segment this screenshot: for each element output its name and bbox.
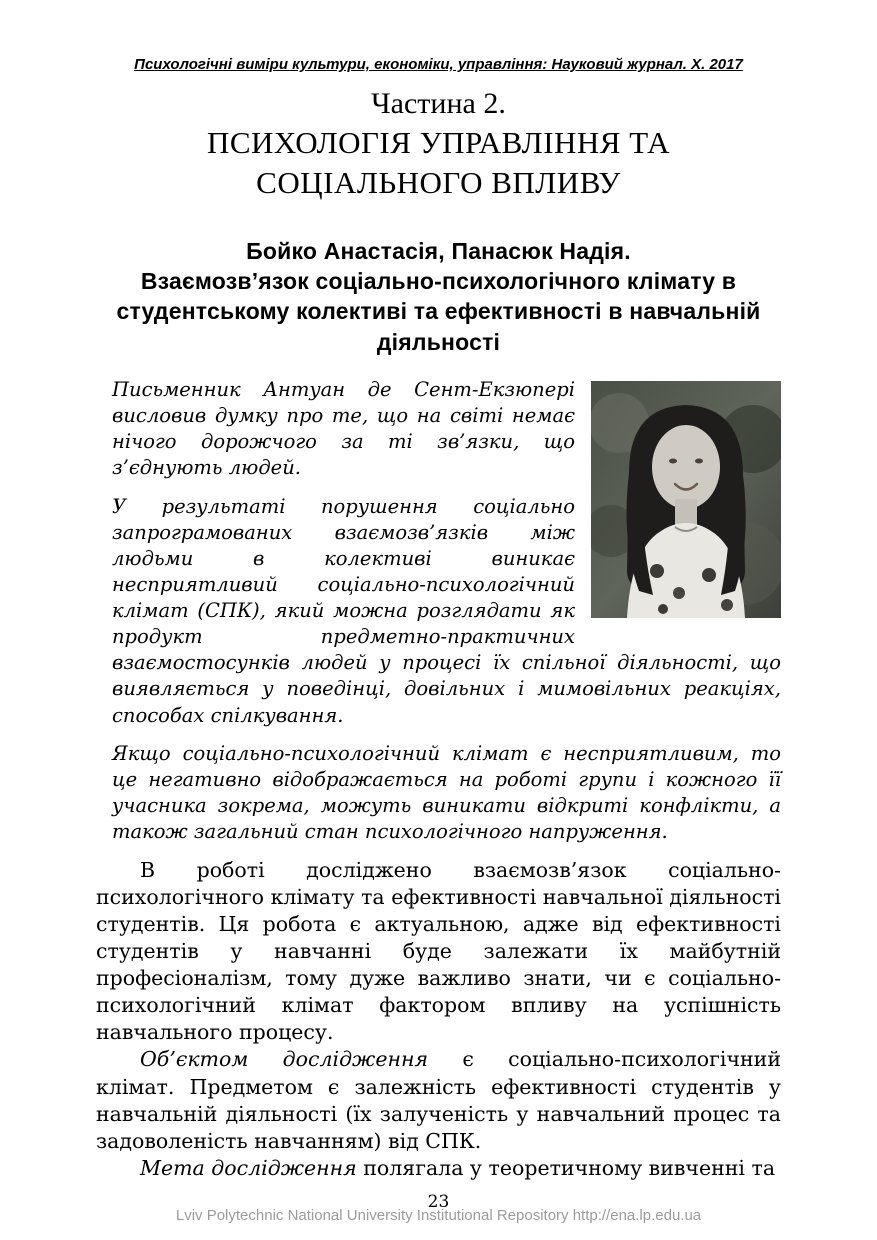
journal-header	[96, 56, 781, 73]
epigraph-paragraph-3: Якщо соціально-психологічний клімат є несприятливим, то це негативно відображається на роботі групи і кожного її учасника зокрема, можуть виникати відкриті конфлікти, а також загальний стан психологічного напруження.	[112, 741, 781, 844]
body-paragraph-3	[96, 1155, 781, 1182]
page-number: 23	[427, 1191, 450, 1212]
part-title-line1: ПСИХОЛОГІЯ УПРАВЛІННЯ ТА	[206, 125, 670, 160]
part-title-line2: СОЦІАЛЬНОГО ВПЛИВУ	[256, 165, 621, 201]
epigraph-paragraph-1: Письменник Антуан де Сент-Екзюпері висловив думку про те, що на світі немає нічого дорожчого за ті зв’язки, що з’єднують людей.	[112, 378, 575, 480]
author-portrait-photo	[591, 381, 781, 618]
article-authors: Бойко Анастасія, Панасюк Надія.	[246, 237, 631, 264]
part-title	[96, 123, 781, 204]
repository-footer: Lviv Polytechnic National University Institutional Repository http://ena.lp.edu.ua	[175, 1207, 702, 1224]
body-paragraph-2	[96, 1046, 781, 1154]
epigraph-section	[112, 377, 781, 845]
portrait-image	[591, 381, 781, 618]
body-emphasis-object: Об’єктом дослідження	[140, 1047, 429, 1072]
body-paragraph-2-text: є соціально-психологічний клімат. Предметом є залежність ефективності студентів у навчальній діяльності (їх залученість у навчальний процес та задоволеність навчанням) від СПК.	[96, 1047, 781, 1153]
body-emphasis-goal: Мета дослідження	[140, 1155, 357, 1180]
article-title	[96, 236, 781, 357]
journal-header-text: Психологічні виміри культури, економіки, управління: Науковий журнал. Х. 2017	[134, 56, 743, 73]
body-paragraph-1: В роботі досліджено взаємозв’язок соціально-психологічного клімату та ефективності навчальної діяльності студентів. Ця робота є актуальною, адже від ефективності студентів у навчанні буде залежати їх майбутній професіоналізм, тому дуже важливо знати, чи є соціально-психологічний клімат фактором впливу на успішність навчального процесу.	[96, 858, 781, 1045]
article-title-text: Взаємозв’язок соціально-психологічного клімату в студентському колективі та ефективності в навчальній діяльності	[116, 267, 761, 355]
article-body	[96, 857, 781, 1182]
epigraph-paragraph-2: У результаті порушення соціально запрограмованих взаємозв’язків між людьми в колективі виникає несприятливий соціально-психологічний клімат (СПК), який можна розглядати як продукт предметно-практичних взаємостосунків людей у процесі їх спільної діяльності, що виявляється у поведінці, довільних і мимовільних реакціях, способах спілкування.	[112, 494, 781, 727]
part-number: Частина 2.	[371, 87, 506, 120]
body-paragraph-3-text: полягала у теоретичному вивченні та	[356, 1155, 776, 1180]
